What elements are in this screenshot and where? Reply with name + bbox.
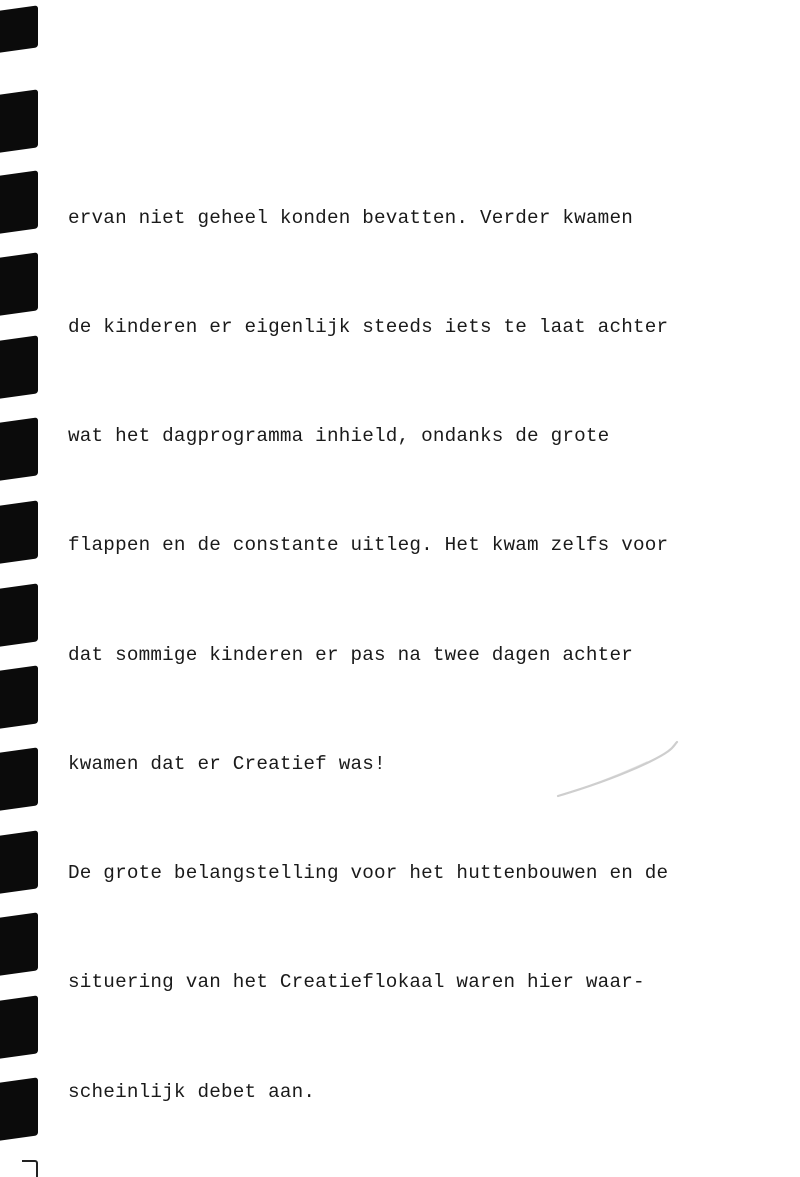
text-line: kwamen dat er Creatief was! (68, 752, 386, 775)
punched-hole-icon (0, 830, 38, 893)
punched-hole-icon (0, 500, 38, 563)
text-line: ervan niet geheel konden bevatten. Verder kwamen (68, 206, 633, 229)
text-line: wat het dagprogramma inhield, ondanks de grote (68, 425, 610, 448)
text-line: de kinderen er eigenlijk steeds iets te laat achter (68, 316, 669, 339)
punched-hole-icon (0, 252, 38, 315)
punched-hole-icon (0, 665, 38, 728)
punched-hole-icon (0, 335, 38, 398)
punched-hole-icon (0, 583, 38, 646)
text-line: flappen en de constante uitleg. Het kwam zelfs voor (68, 534, 669, 557)
punched-hole-icon (0, 170, 38, 233)
pencil-stroke-icon (555, 740, 680, 800)
punched-hole-icon (0, 912, 38, 975)
punched-hole-icon (0, 995, 38, 1058)
punched-hole-icon (0, 1077, 38, 1140)
typewritten-paragraph (68, 127, 788, 1177)
text-line: situering van het Creatieflokaal waren hier waar- (68, 971, 645, 994)
text-line: De grote belangstelling voor het huttenbouwen en de (68, 862, 669, 885)
text-line: dat sommige kinderen er pas na twee dagen achter (68, 643, 633, 666)
punched-hole-icon (0, 89, 38, 152)
punched-hole-icon (0, 5, 38, 52)
text-line: scheinlijk debet aan. (68, 1080, 316, 1103)
punched-hole-icon (22, 1160, 38, 1177)
punched-hole-icon (0, 747, 38, 810)
punched-hole-icon (0, 417, 38, 480)
